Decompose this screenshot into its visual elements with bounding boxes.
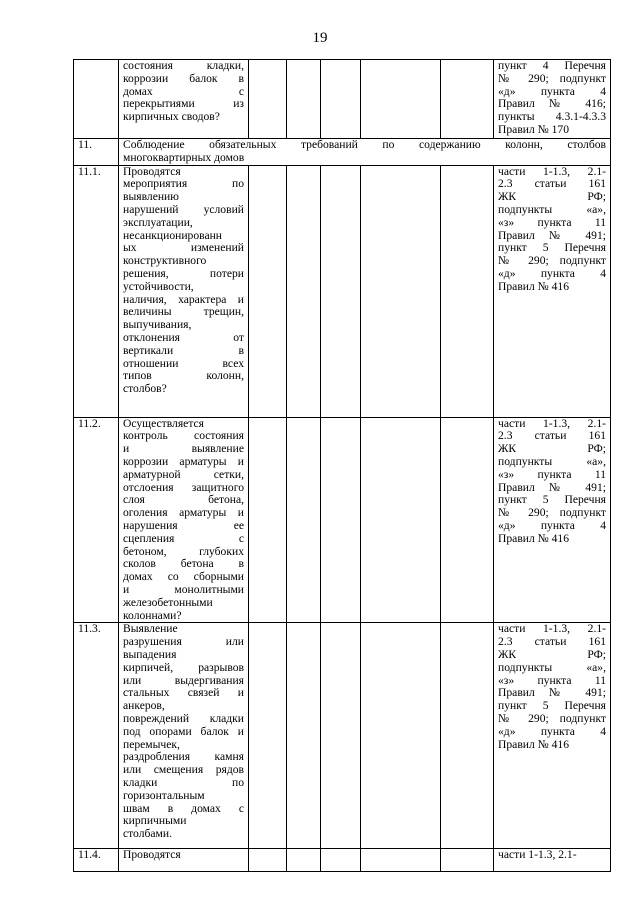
text-line: несанкционированн (123, 228, 222, 242)
answer-cell (441, 60, 494, 139)
text-line: Выявление (123, 622, 178, 636)
text-line: величины трещин, (123, 305, 244, 319)
answer-cell (321, 60, 361, 139)
item-number: 11.4. (74, 849, 119, 872)
section-title (119, 139, 611, 166)
answer-cell (287, 623, 321, 849)
answer-cell (321, 165, 361, 417)
text-line: или выдергивания (123, 673, 244, 687)
text-line: домах со сборными (123, 570, 244, 584)
answer-cell (441, 623, 494, 849)
text-line: «з» пункта 11 (498, 467, 606, 481)
table-row (74, 60, 611, 139)
text-line: коррозии балок в (123, 71, 244, 85)
table-row (74, 417, 611, 623)
answer-cell (441, 165, 494, 417)
item-number: 11.3. (74, 623, 119, 849)
text-line: Правил № 416 (498, 737, 570, 751)
text-line: или смещения рядов (123, 763, 244, 777)
text-line: «д» пункта 4 (498, 84, 606, 98)
text-line: кладки по (123, 775, 244, 789)
text-line: Правил № 416; (498, 97, 606, 111)
text-line: 2.3 статьи 161 (498, 429, 606, 443)
text-line: кирпичей, разрывов (123, 660, 244, 674)
text-line: отклонения от (123, 330, 244, 344)
text-line: Соблюдение обязательных требований по содержанию колонн, столбов (123, 138, 606, 151)
text-line: «з» пункта 11 (498, 215, 606, 229)
answer-cell (287, 849, 321, 872)
text-line: железобетонными (123, 595, 213, 609)
text-line: Правил № 416 (498, 279, 570, 293)
answer-cell (321, 849, 361, 872)
text-line: ЖК РФ; (498, 442, 606, 456)
text-line: столбов? (123, 382, 167, 396)
text-line: эксплуатации, (123, 215, 193, 229)
text-line: 2.3 статьи 161 (498, 177, 606, 191)
text-line: № 290; подпункт (498, 71, 606, 85)
checklist-table (73, 59, 611, 872)
text-line: домах с (123, 84, 244, 98)
text-line: Правил № 416 (498, 531, 570, 545)
text-line: колоннами? (123, 608, 182, 622)
text-line: типов колонн, (123, 369, 244, 383)
text-line: сколов бетона в (123, 557, 244, 571)
question-cell (119, 623, 249, 849)
text-line: столбами. (123, 827, 172, 841)
question-cell (119, 849, 249, 872)
text-line: стальных связей и (123, 686, 244, 700)
reference-cell (494, 623, 611, 849)
text-line: перемычек, (123, 737, 180, 751)
text-line: Правил № 491; (498, 480, 606, 494)
text-line: и монолитными (123, 582, 244, 596)
text-line: ЖК РФ; (498, 647, 606, 661)
answer-cell (249, 60, 287, 139)
text-line: «д» пункта 4 (498, 518, 606, 532)
text-line: пункты 4.3.1-4.3.3 (498, 110, 606, 124)
text-line: подпункты «а», (498, 660, 606, 674)
answer-cell (249, 623, 287, 849)
text-line: перекрытиями из (123, 97, 244, 111)
text-line: под опорами балок и (123, 724, 244, 738)
text-line: пункт 5 Перечня (498, 699, 606, 713)
answer-cell (361, 849, 441, 872)
text-line: части 1-1.3, 2.1- (498, 416, 606, 430)
text-line: устойчивости, (123, 279, 194, 293)
answer-cell (249, 165, 287, 417)
text-line: состояния кладки, (123, 59, 244, 72)
question-cell (119, 165, 249, 417)
text-line: № 290; подпункт (498, 254, 606, 268)
item-number (74, 60, 119, 139)
text-line: многоквартирных домов (123, 150, 245, 164)
text-line: слоя бетона, (123, 493, 244, 507)
text-line: отслоения защитного (123, 480, 244, 494)
text-line: № 290; подпункт (498, 506, 606, 520)
reference-cell (494, 165, 611, 417)
text-line: выпадения (123, 647, 177, 661)
text-line: решения, потери (123, 266, 244, 280)
answer-cell (361, 623, 441, 849)
text-line: коррозии арматуры и (123, 454, 244, 468)
text-line: выявлению (123, 190, 179, 204)
text-line: и выявление (123, 442, 244, 456)
text-line: швам в домах с (123, 801, 244, 815)
answer-cell (287, 165, 321, 417)
text-line: части 1-1.3, 2.1- (498, 848, 577, 862)
answer-cell (287, 60, 321, 139)
text-line: части 1-1.3, 2.1- (498, 622, 606, 636)
question-cell (119, 417, 249, 623)
text-line: пункт 4 Перечня (498, 59, 606, 72)
text-line: арматурной сетки, (123, 467, 244, 481)
text-line: горизонтальным (123, 788, 205, 802)
answer-cell (249, 849, 287, 872)
text-line: выпучивания, (123, 318, 192, 332)
text-line: наличия, характера и (123, 292, 244, 306)
text-line: Осуществляется (123, 416, 205, 430)
answer-cell (361, 165, 441, 417)
page-number: 19 (312, 30, 328, 46)
item-number: 11. (74, 139, 119, 166)
text-line: Правил № 491; (498, 228, 606, 242)
text-line: бетоном, глубоких (123, 544, 244, 558)
table-row (74, 849, 611, 872)
text-line: мероприятия по (123, 177, 244, 191)
text-line: раздробления камня (123, 750, 244, 764)
text-line: части 1-1.3, 2.1- (498, 164, 606, 178)
text-line: 2.3 статьи 161 (498, 635, 606, 649)
answer-cell (321, 417, 361, 623)
text-line: кирпичных сводов? (123, 110, 220, 124)
text-line: «з» пункта 11 (498, 673, 606, 687)
answer-cell (321, 623, 361, 849)
text-line: пункт 5 Перечня (498, 241, 606, 255)
table-row (74, 623, 611, 849)
text-line: кирпичными (123, 814, 187, 828)
answer-cell (249, 417, 287, 623)
table-row (74, 139, 611, 166)
text-line: ЖК РФ; (498, 190, 606, 204)
text-line: ых изменений (123, 241, 244, 255)
answer-cell (441, 849, 494, 872)
question-cell (119, 60, 249, 139)
text-line: подпункты «а», (498, 202, 606, 216)
text-line: нарушений условий (123, 202, 244, 216)
text-line: Проводятся (123, 164, 181, 178)
text-line: «д» пункта 4 (498, 266, 606, 280)
text-line: контроль состояния (123, 429, 244, 443)
table-row (74, 165, 611, 417)
text-line: сцепления с (123, 531, 244, 545)
text-line: подпункты «а», (498, 454, 606, 468)
text-line: вертикали в (123, 343, 244, 357)
item-number: 11.2. (74, 417, 119, 623)
text-line: повреждений кладки (123, 711, 244, 725)
text-line: Проводятся (123, 848, 181, 862)
text-line: конструктивного (123, 254, 207, 268)
answer-cell (361, 417, 441, 623)
answer-cell (287, 417, 321, 623)
reference-cell (494, 60, 611, 139)
text-line: пункт 5 Перечня (498, 493, 606, 507)
text-line: отношении всех (123, 356, 244, 370)
answer-cell (361, 60, 441, 139)
answer-cell (441, 417, 494, 623)
reference-cell (494, 417, 611, 623)
text-line: анкеров, (123, 699, 165, 713)
text-line: «д» пункта 4 (498, 724, 606, 738)
text-line: нарушения ее (123, 518, 244, 532)
reference-cell (494, 849, 611, 872)
text-line: № 290; подпункт (498, 711, 606, 725)
text-line: разрушения или (123, 635, 244, 649)
text-line: оголения арматуры и (123, 506, 244, 520)
item-number: 11.1. (74, 165, 119, 417)
text-line: Правил № 491; (498, 686, 606, 700)
text-line: Правил № 170 (498, 122, 570, 136)
